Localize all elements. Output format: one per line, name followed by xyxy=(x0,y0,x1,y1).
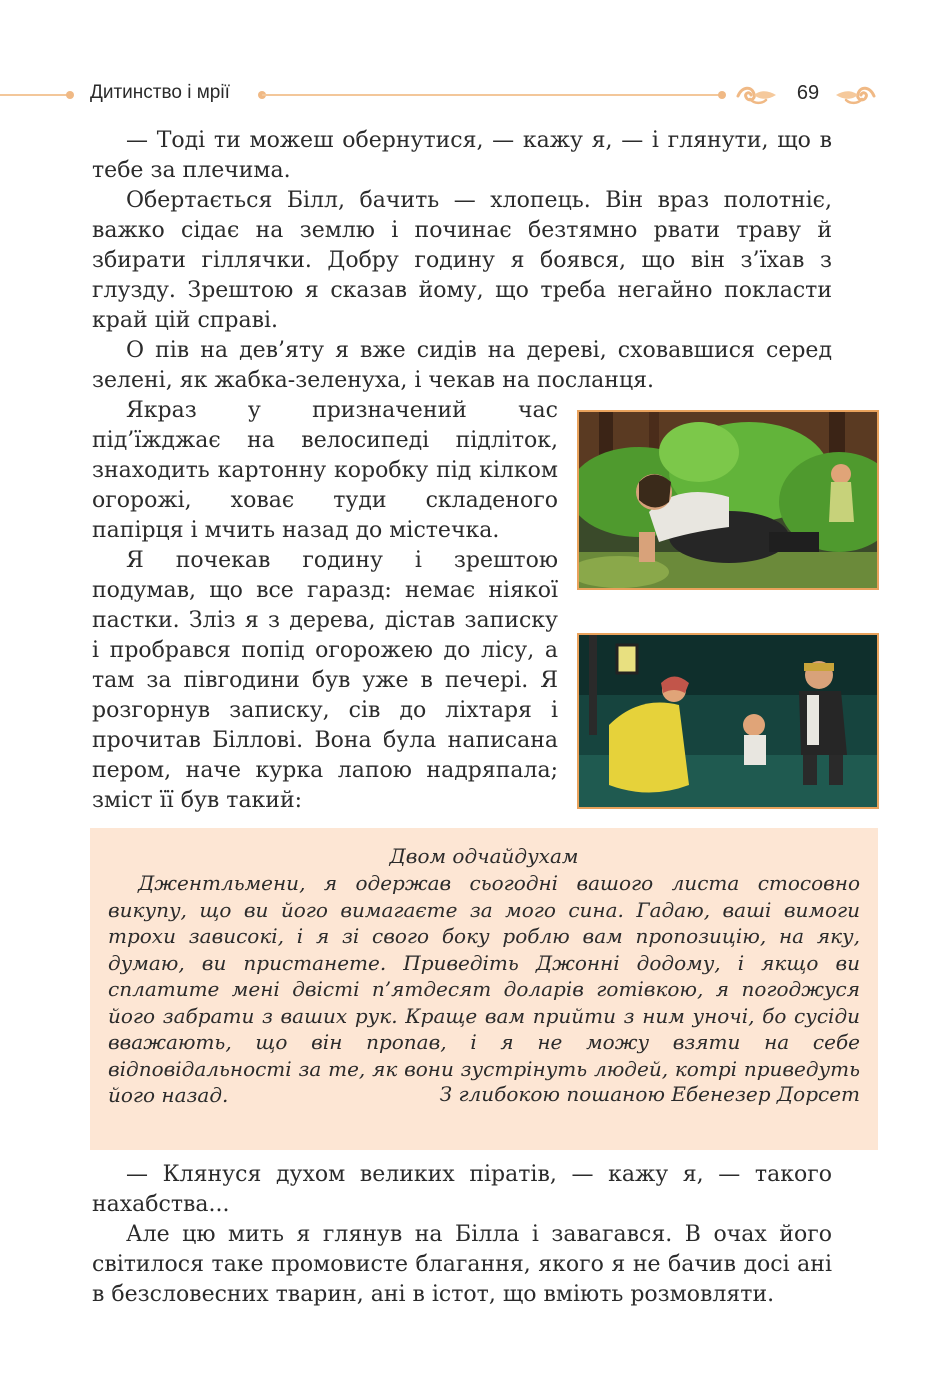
header-ornament-left-icon xyxy=(734,82,780,108)
paragraph: Якраз у призначений час під’їжджає на велосипеді підліток, знаходить картонну коробку під кілком огорожі, ховає туди складеного папірця і мчить назад до містечка. xyxy=(92,398,558,543)
paragraph: — Клянуся духом великих піратів, — кажу я, — такого нахабства... xyxy=(92,1162,832,1217)
letter-signature: З глибокою пошаною Ебенезер Дорсет xyxy=(439,1082,860,1106)
page-number: 69 xyxy=(796,82,820,104)
header-dot xyxy=(718,91,726,99)
paragraph: О пів на дев’яту я вже сидів на дереві, сховавшися серед зелені, як жабка-зеленуха, і чекав на посланця. xyxy=(92,338,832,393)
paragraph: Але цю мить я глянув на Білла і завагався. В очах його світилося таке промовисте благання, якого я не бачив досі ані в безсловесних тварин, ані в істот, що вміють розмовляти. xyxy=(92,1222,832,1307)
page-header xyxy=(0,80,952,110)
header-rule-middle xyxy=(262,94,722,96)
section-title: Дитинство і мрії xyxy=(90,82,230,103)
letter-title: Двом одчайдухам xyxy=(389,844,579,868)
header-dot xyxy=(66,91,74,99)
text-block-top xyxy=(92,126,832,396)
letter-box xyxy=(90,828,878,1150)
paragraph: Я почекав годину і зрештою подумав, що все гаразд: немає ніякої пастки. Зліз я з дерева, дістав записку і пробрався попід огорожею до лісу, а там за півгодини був уже в печері. Я розгорнув записку, сів до ліхтаря і прочитав Білловi. Вона була написана пером, наче курка лапою надряпала; зміст її був такий: xyxy=(92,548,558,813)
text-block-narrow xyxy=(92,396,558,816)
illustration-drawing xyxy=(579,635,877,807)
paragraph: — Тоді ти можеш обернутися, — кажу я, — і глянути, що в тебе за плечима. xyxy=(92,128,832,183)
letter-body: Джентльмени, я одержав сьогодні вашого листа стосовно викупу, що ви його вимагаєте за мого сина. Гадаю, ваші вимоги трохи зависокі, і я зі свого боку роблю вам пропозицію, на яку, думаю, ви пристанете. Приведіть Джонні додому, і якщо ви сплатите мені двісті п’ятдесят доларів готівкою, я погоджуся його забрати з ваших рук. Краще вам прийти з ним уночі, бо сусіди вважають, що він пропав, і я не можу взяти на себе відповідальності за те, як вони зустрінуть людей, котрі приведуть його назад. xyxy=(108,871,860,1107)
illustration-night-scene xyxy=(577,633,879,809)
header-rule-left xyxy=(0,94,70,96)
illustration-drawing xyxy=(579,412,877,588)
illustration-bill-in-bushes xyxy=(577,410,879,590)
text-block-bottom xyxy=(92,1160,832,1310)
paragraph: Обертається Білл, бачить — хлопець. Він враз полотніє, важко сідає на землю і починає безтямно рвати траву й збирати гіллячки. Добру годину я боявся, що він з’їхав з глузду. Зрештою я сказав йому, що треба негайно покласти край цій справі. xyxy=(92,188,832,333)
header-ornament-right-icon xyxy=(832,82,878,108)
